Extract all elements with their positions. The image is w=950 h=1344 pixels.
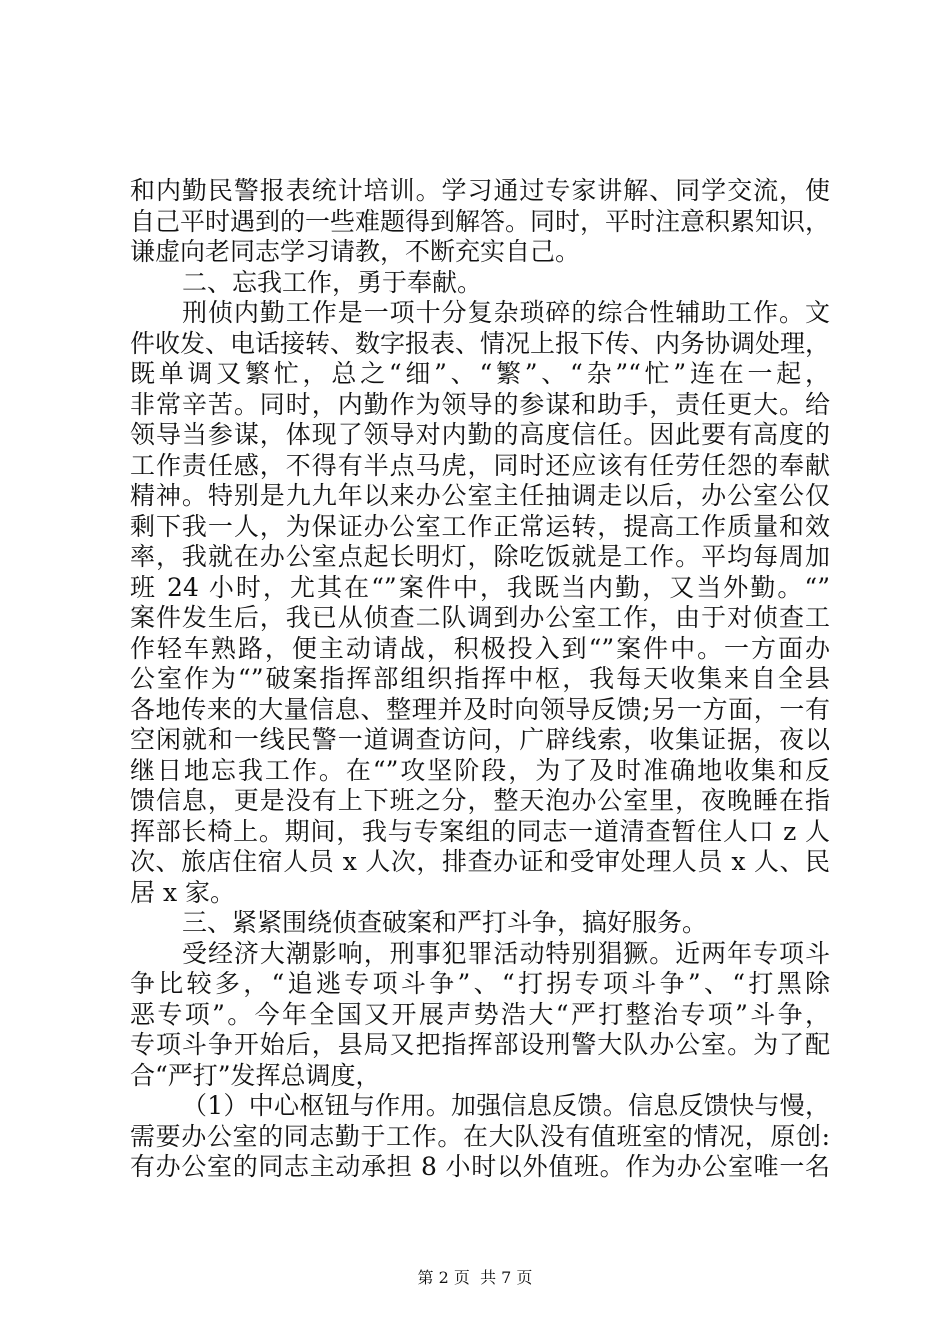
text-line: 精神。特别是九九年以来办公室主任抽调走以后，办公室公仅: [130, 481, 830, 510]
text-line: 领导当参谋，体现了领导对内勤的高度信任。因此要有高度的: [130, 420, 830, 449]
text-line: 案件发生后，我已从侦查二队调到办公室工作，由于对侦查工: [130, 603, 830, 632]
text-line: 各地传来的大量信息、整理并及时向领导反馈;另一方面，一有: [130, 694, 830, 724]
text-line: 馈信息，更是没有上下班之分，整天泡办公室里，夜晚睡在指: [130, 786, 830, 815]
text-line: 既单调又繁忙，总之“细”、“繁”、“杂”“忙”连在一起，: [130, 359, 830, 388]
text-line: 率，我就在办公室点起长明灯，除吃饭就是工作。平均每周加: [130, 542, 830, 571]
text-line: 作轻车熟路，便主动请战，积极投入到“”案件中。一方面办: [130, 633, 830, 663]
text-line: 谦虚向老同志学习请教，不断充实自己。: [130, 237, 581, 266]
text-line: 剩下我一人，为保证办公室工作正常运转，提高工作质量和效: [130, 511, 830, 541]
text-line: （1）中心枢钮与作用。加强信息反馈。信息反馈快与慢，: [182, 1091, 830, 1120]
text-line: 专项斗争开始后，县局又把指挥部设刑警大队办公室。为了配: [130, 1030, 830, 1059]
text-line: 挥部长椅上。期间，我与专案组的同志一道清查暂住人口 z 人: [130, 816, 830, 846]
text-line: 需要办公室的同志勤于工作。在大队没有值班室的情况，原创:: [130, 1121, 830, 1151]
text-line: 合“严打”发挥总调度，: [130, 1060, 381, 1090]
text-line: 公室作为“”破案指挥部组织指挥中枢，我每天收集来自全县: [130, 664, 830, 693]
text-line: 继日地忘我工作。在“”攻坚阶段，为了及时准确地收集和反: [130, 755, 830, 785]
text-line: 争比较多，“追逃专项斗争”、“打拐专项斗争”、“打黑除: [130, 969, 830, 998]
text-line: 有办公室的同志主动承担 8 小时以外值班。作为办公室唯一名: [130, 1152, 830, 1181]
text-line: 居 x 家。: [130, 877, 235, 907]
text-line: 自己平时遇到的一些难题得到解答。同时，平时注意积累知识，: [130, 206, 831, 236]
text-line: 恶专项”。今年全国又开展声势浩大“严打整治专项”斗争，: [130, 999, 830, 1029]
document-body: [130, 176, 830, 1183]
text-line: 件收发、电话接转、数字报表、情况上报下传、内务协调处理，: [130, 328, 831, 358]
text-line: 次、旅店住宿人员 x 人次，排查办证和受审处理人员 x 人、民: [130, 847, 830, 876]
text-line: 二、忘我工作，勇于奉献。: [182, 267, 483, 297]
text-line: 和内勤民警报表统计培训。学习通过专家讲解、同学交流，使: [130, 176, 830, 205]
text-line: 工作责任感，不得有半点马虎，同时还应该有任劳任怨的奉献: [130, 450, 830, 480]
text-line: 空闲就和一线民警一道调查访问，广辟线索，收集证据，夜以: [130, 725, 830, 754]
text-line: 非常辛苦。同时，内勤作为领导的参谋和助手，责任更大。给: [130, 389, 830, 419]
text-line: 班 24 小时，尤其在“”案件中，我既当内勤，又当外勤。“”: [130, 572, 830, 602]
text-line: 受经济大潮影响，刑事犯罪活动特别猖獗。近两年专项斗: [182, 938, 830, 968]
text-line: 刑侦内勤工作是一项十分复杂琐碎的综合性辅助工作。文: [182, 298, 830, 327]
page-footer: 第 2 页 共 7 页: [417, 1268, 533, 1287]
text-line: 三、紧紧围绕侦查破案和严打斗争，搞好服务。: [182, 908, 708, 937]
